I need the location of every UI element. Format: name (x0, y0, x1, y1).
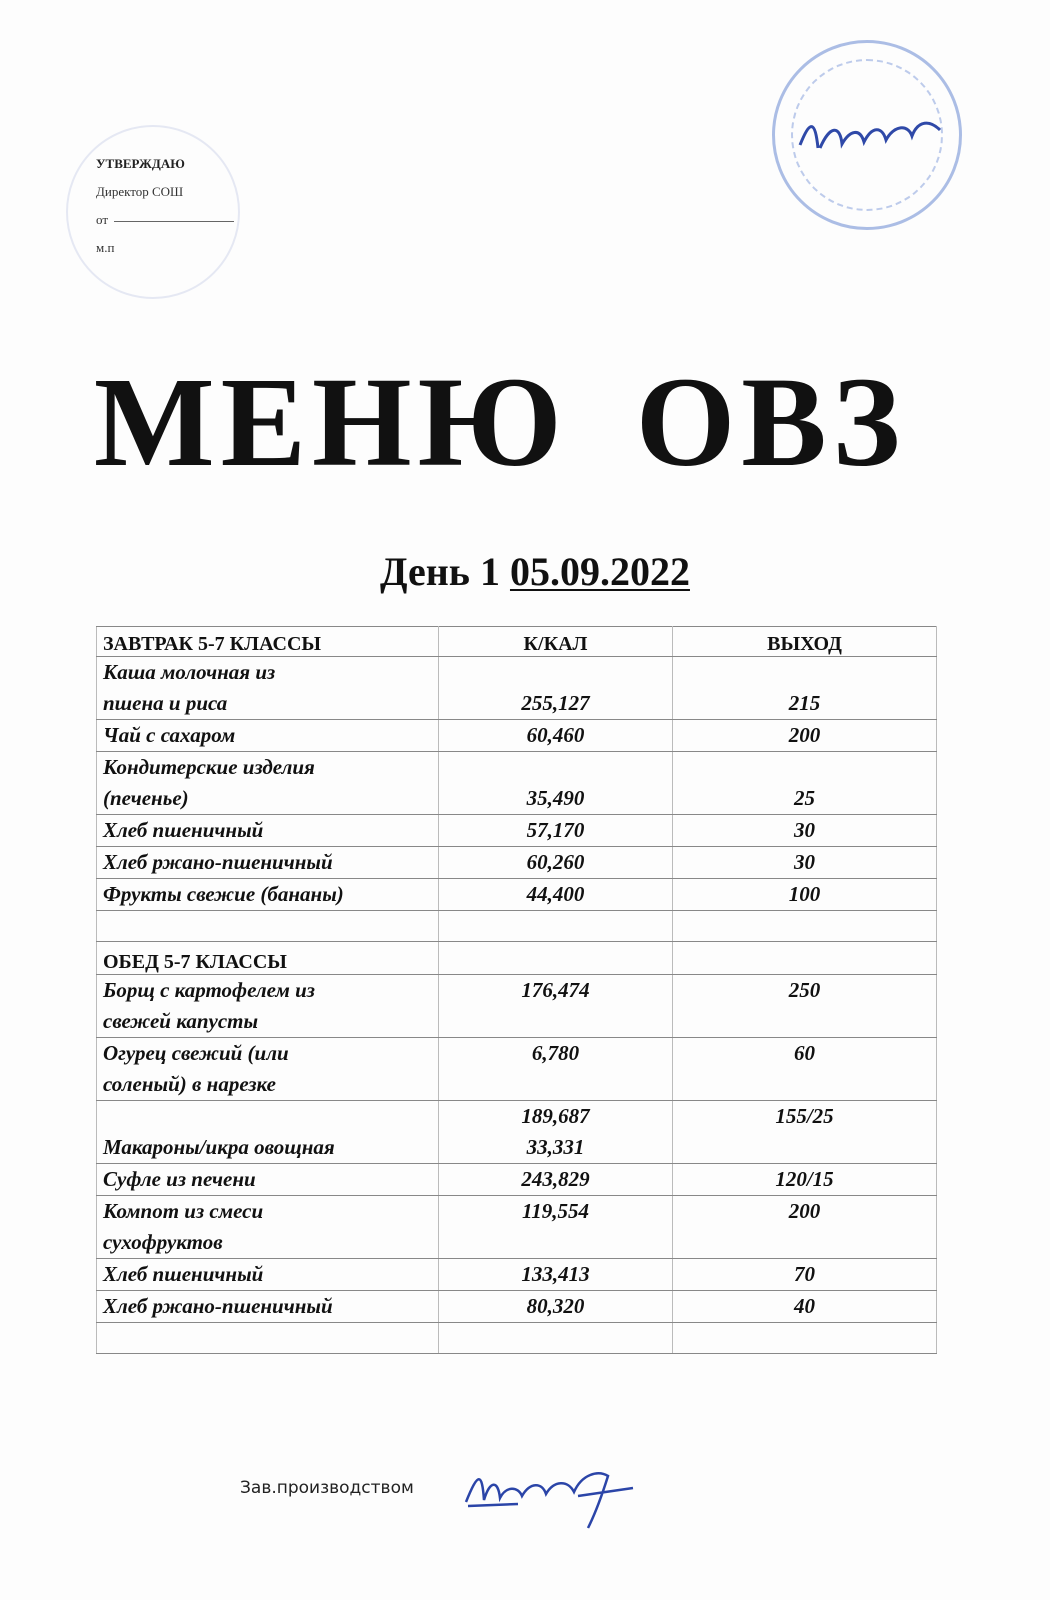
table-row (97, 815, 937, 847)
column-header-kcal: К/КАЛ (439, 627, 673, 657)
dish-output (673, 1259, 937, 1291)
dish-output (673, 720, 937, 752)
table-row (97, 847, 937, 879)
table-row (97, 1164, 937, 1196)
table-row (97, 657, 937, 720)
approval-position: Директор СОШ (96, 184, 184, 199)
dish-kcal-line: 189,687 (521, 1104, 590, 1128)
dish-kcal (439, 879, 673, 911)
table-row (97, 1101, 937, 1164)
blank-cell (673, 1323, 937, 1354)
dish-name (97, 1196, 439, 1259)
blank-cell (439, 942, 673, 975)
dish-name (97, 657, 439, 720)
dish-name (97, 752, 439, 815)
dish-kcal-line: 60,460 (526, 723, 585, 747)
dish-output (673, 752, 937, 815)
dish-kcal (439, 975, 673, 1038)
dish-name (97, 975, 439, 1038)
dish-name (97, 1291, 439, 1323)
dish-kcal-line: 80,320 (526, 1294, 585, 1318)
dish-output-line: 40 (794, 1294, 815, 1318)
page-title: МЕНЮ ОВЗ (93, 351, 907, 493)
dish-output-line: 120/15 (775, 1167, 834, 1191)
dish-kcal-line: 57,170 (526, 818, 585, 842)
blank-cell (673, 911, 937, 942)
lunch-title: ОБЕД 5-7 КЛАССЫ (97, 942, 439, 975)
table-row (97, 752, 937, 815)
dish-kcal (439, 1196, 673, 1259)
dish-kcal (439, 657, 673, 720)
approval-from-line (96, 206, 246, 234)
dish-kcal-line: 6,780 (531, 1041, 580, 1065)
dish-name-line: Суфле из печени (103, 1167, 256, 1191)
dish-name (97, 879, 439, 911)
dish-output (673, 815, 937, 847)
dish-output-line: 215 (788, 691, 821, 715)
dish-name-line: соленый) в нарезке (103, 1072, 276, 1096)
approval-seal: м.п (96, 240, 115, 255)
menu-table (96, 626, 937, 1354)
dish-name (97, 1259, 439, 1291)
footer-label: Зав.производством (240, 1478, 414, 1498)
dish-name (97, 815, 439, 847)
blank-row (97, 911, 937, 942)
dish-kcal-line: 44,400 (526, 882, 585, 906)
dish-kcal (439, 1259, 673, 1291)
dish-name-line: Фрукты свежие (бананы) (103, 882, 344, 906)
dish-kcal (439, 1101, 673, 1164)
dish-name (97, 1101, 439, 1164)
dish-name-line: Хлеб ржано-пшеничный (103, 1294, 333, 1318)
dish-name-line: пшена и риса (103, 691, 228, 715)
approval-title: УТВЕРЖДАЮ (96, 156, 185, 171)
dish-name-line: Макароны/икра овощная (103, 1135, 335, 1159)
dish-name-line: сухофруктов (103, 1230, 223, 1254)
dish-name (97, 847, 439, 879)
dish-kcal (439, 1038, 673, 1101)
dish-name (97, 720, 439, 752)
blank-cell (673, 942, 937, 975)
blank-cell (439, 1323, 673, 1354)
dish-kcal (439, 815, 673, 847)
dish-output (673, 975, 937, 1038)
dish-kcal-line: 33,331 (526, 1135, 585, 1159)
dish-name-line: свежей капусты (103, 1009, 259, 1033)
dish-kcal-line: 60,260 (526, 850, 585, 874)
table-row (97, 1291, 937, 1323)
dish-output (673, 1038, 937, 1101)
dish-kcal (439, 1291, 673, 1323)
column-header-meal: ЗАВТРАК 5-7 КЛАССЫ (97, 627, 439, 657)
dish-output-line: 70 (794, 1262, 815, 1286)
section-row (97, 942, 937, 975)
dish-kcal-line: 119,554 (521, 1199, 590, 1223)
column-header-output: ВЫХОД (673, 627, 937, 657)
table-row (97, 879, 937, 911)
dish-output (673, 1101, 937, 1164)
dish-output (673, 847, 937, 879)
dish-kcal (439, 720, 673, 752)
dish-output-line: 25 (794, 786, 815, 810)
dish-name-line: Каша молочная из (103, 660, 276, 684)
approval-block (96, 150, 246, 262)
table-header (97, 627, 937, 657)
day-label: День 1 (380, 549, 500, 594)
day-date: 05.09.2022 (509, 549, 690, 594)
dish-kcal (439, 847, 673, 879)
dish-name-line: Хлеб пшеничный (103, 1262, 264, 1286)
dish-kcal (439, 1164, 673, 1196)
dish-name-line: Чай с сахаром (103, 723, 236, 747)
blank-row (97, 1323, 937, 1354)
table-row (97, 1196, 937, 1259)
table-row (97, 975, 937, 1038)
dish-name-line: (печенье) (103, 786, 189, 810)
dish-kcal-line: 35,490 (526, 786, 585, 810)
dish-kcal-line: 176,474 (521, 978, 590, 1002)
dish-kcal-line: 133,413 (521, 1262, 590, 1286)
approval-from: от (96, 212, 109, 227)
dish-output-line: 100 (788, 882, 821, 906)
blank-cell (97, 1323, 439, 1354)
dish-name-line: Огурец свежий (или (103, 1041, 289, 1065)
table-row (97, 1259, 937, 1291)
stamp-signature (790, 100, 950, 170)
dish-name-line: Хлеб пшеничный (103, 818, 264, 842)
table-row (97, 1038, 937, 1101)
dish-name (97, 1038, 439, 1101)
dish-kcal-line: 243,829 (521, 1167, 590, 1191)
dish-output (673, 657, 937, 720)
dish-output-line: 200 (788, 723, 821, 747)
table-row (97, 720, 937, 752)
dish-output-line: 200 (788, 1199, 821, 1223)
dish-name-line: Хлеб ржано-пшеничный (103, 850, 333, 874)
dish-name (97, 1164, 439, 1196)
dish-output-line: 30 (794, 850, 815, 874)
dish-output-line: 155/25 (775, 1104, 834, 1128)
dish-name-line: Борщ с картофелем из (103, 978, 315, 1002)
dish-output (673, 1291, 937, 1323)
dish-output-line: 250 (788, 978, 821, 1002)
dish-output (673, 1196, 937, 1259)
dish-output (673, 1164, 937, 1196)
dish-kcal-line: 255,127 (521, 691, 590, 715)
blank-cell (439, 911, 673, 942)
dish-kcal (439, 752, 673, 815)
dish-output (673, 879, 937, 911)
dish-output-line: 60 (794, 1041, 815, 1065)
signature-line (114, 221, 234, 222)
blank-cell (97, 911, 439, 942)
day-subtitle (380, 548, 690, 595)
footer-signature (458, 1462, 658, 1532)
dish-output-line: 30 (794, 818, 815, 842)
dish-name-line: Кондитерские изделия (103, 755, 315, 779)
dish-name-line: Компот из смеси (103, 1199, 264, 1223)
